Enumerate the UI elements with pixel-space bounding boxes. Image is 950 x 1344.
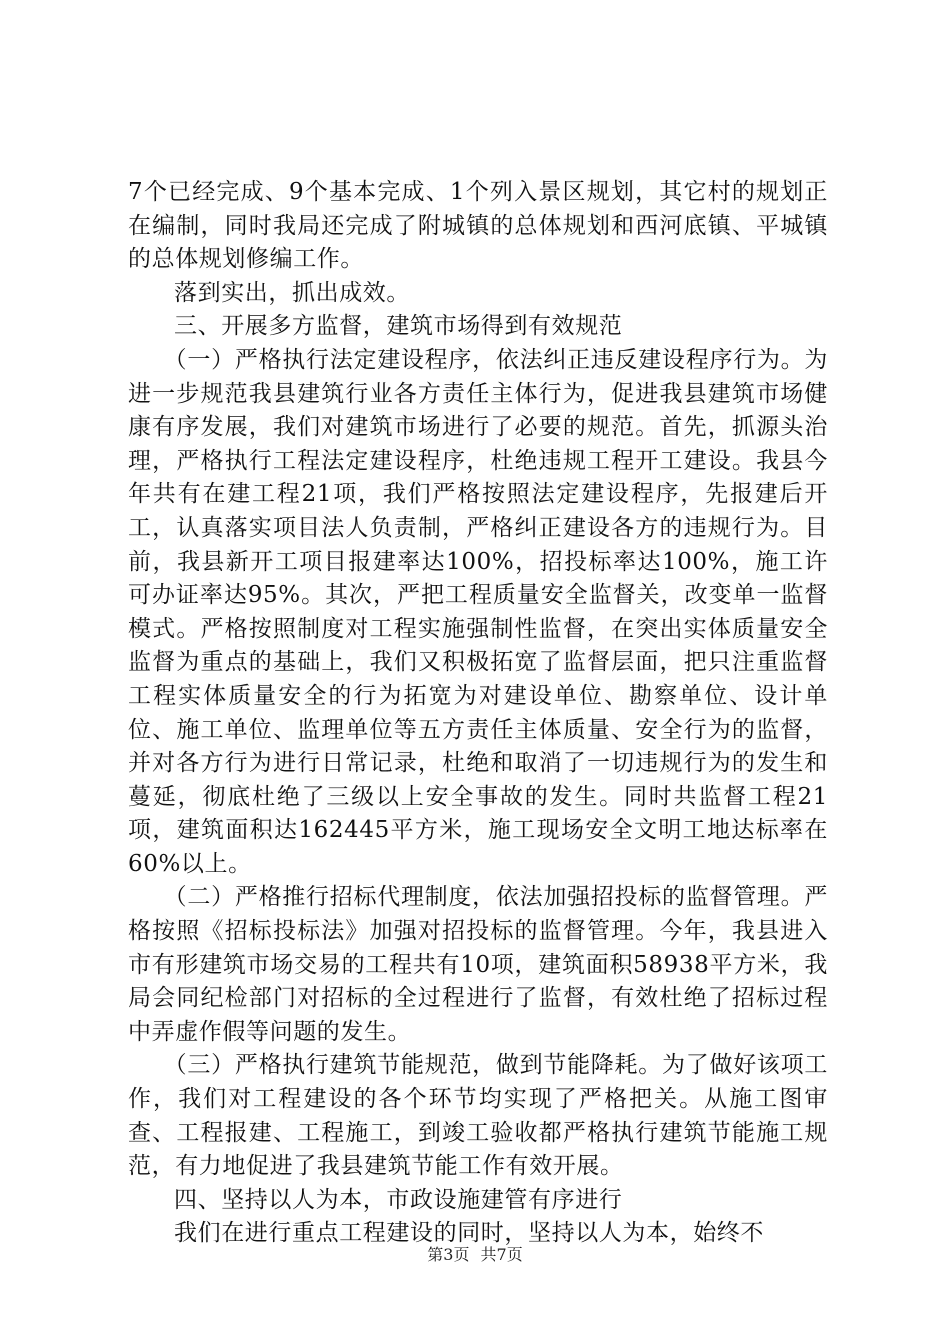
paragraph-bidding-supervision: （二）严格推行招标代理制度，依法加强招投标的监督管理。严格按照《招标投标法》加强对招投标的监督管理。今年，我县进入市有形建筑市场交易的工程共有10项，建筑面积58938平方米，我局会同纪检部门对招标的全过程进行了监督，有效杜绝了招标过程中弄虚作假等问题的发生。 bbox=[128, 884, 828, 1045]
page-number: 第3页 bbox=[427, 1245, 470, 1264]
section-heading-4: 四、坚持以人为本，市政设施建管有序进行 bbox=[174, 1186, 623, 1213]
paragraph-municipal-facilities: 我们在进行重点工程建设的同时，坚持以人为本，始终不 bbox=[174, 1220, 764, 1247]
page-total: 共7页 bbox=[480, 1245, 523, 1264]
document-body bbox=[128, 176, 828, 1251]
paragraph-construction-procedure: （一）严格执行法定建设程序，依法纠正违反建设程序行为。为进一步规范我县建筑行业各方责任主体行为，促进我县建筑市场健康有序发展，我们对建筑市场进行了必要的规范。首先，抓源头治理，严格执行工程法定建设程序，杜绝违规工程开工建设。我县今年共有在建工程21项，我们严格按照法定建设程序，先报建后开工，认真落实项目法人负责制，严格纠正建设各方的违规行为。目前，我县新开工项目报建率达100%，招投标率达100%，施工许可办证率达95%。其次，严把工程质量安全监督关，改变单一监督模式。严格按照制度对工程实施强制性监督，在突出实体质量安全监督为重点的基础上，我们又积极拓宽了监督层面，把只注重监督工程实体质量安全的行为拓宽为对建设单位、勘察单位、设计单位、施工单位、监理单位等五方责任主体质量、安全行为的监督，并对各方行为进行日常记录，杜绝和取消了一切违规行为的发生和蔓延，彻底杜绝了三级以上安全事故的发生。同时共监督工程21项，建筑面积达162445平方米，施工现场安全文明工地达标率在60%以上。 bbox=[128, 346, 828, 877]
section-heading-3: 三、开展多方监督，建筑市场得到有效规范 bbox=[174, 313, 623, 340]
page-footer bbox=[0, 1242, 950, 1265]
paragraph-planning-progress: 7个已经完成、9个基本完成、1个列入景区规划，其它村的规划正在编制，同时我局还完成了附城镇的总体规划和西河底镇、平城镇的总体规划修编工作。 bbox=[128, 179, 828, 273]
paragraph-energy-saving: （三）严格执行建筑节能规范，做到节能降耗。为了做好该项工作，我们对工程建设的各个环节均实现了严格把关。从施工图审查、工程报建、工程施工，到竣工验收都严格执行建筑节能施工规范，有力地促进了我县建筑节能工作有效开展。 bbox=[128, 1052, 828, 1180]
paragraph-results: 落到实出，抓出成效。 bbox=[174, 279, 410, 306]
